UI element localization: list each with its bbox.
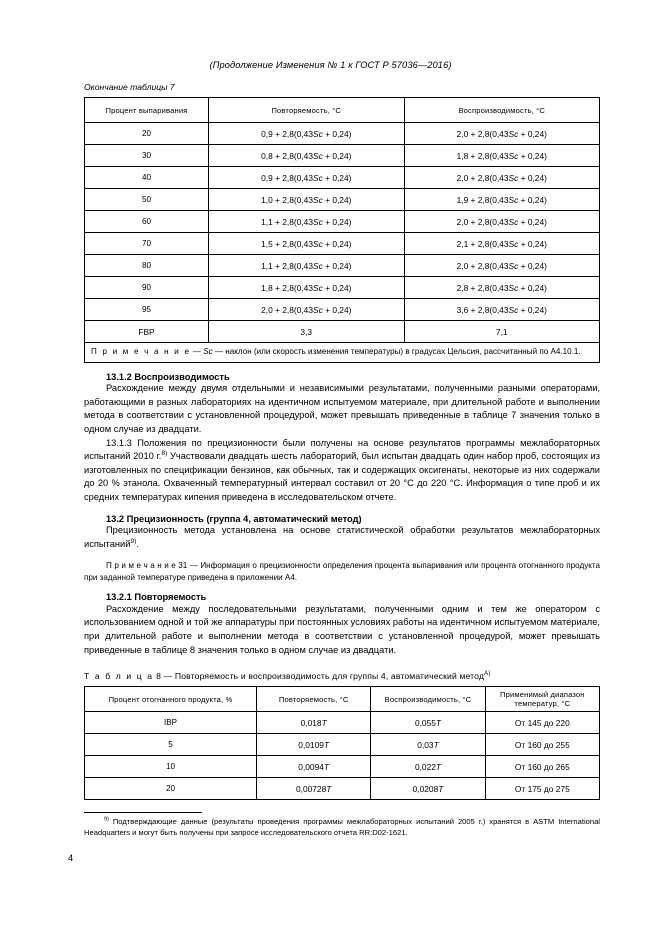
cell-repeatability: 1,5 + 2,8(0,43Sc + 0,24) <box>209 233 405 255</box>
table-row <box>85 211 600 233</box>
cell-repeatability: 1,1 + 2,8(0,43Sc + 0,24) <box>209 211 405 233</box>
paragraph-13-2-part-b: . <box>136 538 139 549</box>
cell-reproducibility: 0,0208T <box>371 778 485 800</box>
heading-13-2-1: 13.2.1 Повторяемость <box>106 592 207 603</box>
paragraph-13-2-part-a: Прецизионность метода установлена на основе статистической обработки результатов межлабораторных испытаний <box>84 525 600 549</box>
cell-percent: 10 <box>85 756 257 778</box>
cell-percent: 60 <box>85 211 209 233</box>
table7-note: П р и м е ч а н и е — Sc — наклон (или скорость изменения температуры) в градусах Цельсия, рассчитанный по А4.10.1. <box>85 343 600 363</box>
cell-percent: 30 <box>85 145 209 167</box>
cell-temp-range: От 160 до 265 <box>485 756 599 778</box>
paragraph-13-1-3 <box>84 437 600 505</box>
cell-repeatability: 2,0 + 2,8(0,43Sc + 0,24) <box>209 299 405 321</box>
table-row <box>85 734 600 756</box>
cell-reproducibility: 3,6 + 2,8(0,43Sc + 0,24) <box>404 299 600 321</box>
table-header-row <box>85 98 600 123</box>
column-header-distilled-percent: Процент отогнанного продукта, % <box>85 687 257 712</box>
table-note-row <box>85 343 600 363</box>
footnote-separator <box>84 812 202 813</box>
cell-repeatability: 0,9 + 2,8(0,43Sc + 0,24) <box>209 167 405 189</box>
paragraph-13-2-1: Расхождение между последовательными результатами, полученными одним и тем же оператором с использованием одной и той же аппаратуры при постоянных условиях работы на идентичном испытуемом материале, при длительной работе и выполнении метода в соответствии с установленной процедурой, может превышать приведенные в таблице 8 значения только в одном случае из двадцати. <box>84 603 600 655</box>
paragraph-13-1-3-part-b: Участвовали двадцать шесть лабораторий, был испытан двадцать один набор проб, состоящих из изготовленных по спецификации бензинов, как обычных, так и содержащих оксигенаты, некоторые из них содержали до 20 % этанола. Охваченный температурный интервал составил от 20 °C до 220 °C. Информация о типе проб и их средних температурах кипения приведена в исследовательском отчете. <box>84 451 600 503</box>
cell-repeatability: 0,9 + 2,8(0,43Sc + 0,24) <box>209 123 405 145</box>
table-row <box>85 255 600 277</box>
cell-percent: 50 <box>85 189 209 211</box>
table-row <box>85 233 600 255</box>
cell-percent: IBP <box>85 712 257 734</box>
cell-repeatability: 1,0 + 2,8(0,43Sc + 0,24) <box>209 189 405 211</box>
column-header-temp-range: Применимый диапазон температур, °C <box>485 687 599 712</box>
cell-reproducibility: 1,9 + 2,8(0,43Sc + 0,24) <box>404 189 600 211</box>
running-header: (Продолжение Изменения № 1 к ГОСТ Р 57036—2016) <box>209 60 452 70</box>
column-header-percent: Процент выпаривания <box>85 98 209 123</box>
cell-reproducibility: 2,1 + 2,8(0,43Sc + 0,24) <box>404 233 600 255</box>
page-content <box>84 82 600 800</box>
cell-percent: 70 <box>85 233 209 255</box>
cell-percent: FBP <box>85 321 209 343</box>
cell-percent: 90 <box>85 277 209 299</box>
table8-caption-lead: Т а б л и ц а <box>84 671 154 682</box>
column-header-repeatability: Повторяемость, °C <box>257 687 371 712</box>
table-row <box>85 756 600 778</box>
table-row <box>85 712 600 734</box>
cell-temp-range: От 145 до 220 <box>485 712 599 734</box>
cell-reproducibility: 2,0 + 2,8(0,43Sc + 0,24) <box>404 167 600 189</box>
cell-reproducibility: 2,8 + 2,8(0,43Sc + 0,24) <box>404 277 600 299</box>
heading-13-1-2: 13.1.2 Воспроизводимость <box>106 371 230 382</box>
cell-reproducibility: 7,1 <box>404 321 600 343</box>
table-7 <box>84 97 600 363</box>
paragraph-13-1-2: Расхождение между двумя отдельными и независимыми результатами, полученными разными операторами, работающими в разных лабораториях на идентичном испытуемом материале, при длительной работе и выполнении метода в соответствии с установленной процедурой, может превышать приведенные в таблице 7 значения только в одном случае из двадцати. <box>84 383 600 434</box>
note-31: П р и м е ч а н и е 31 — Информация о прецизионности определения процента выпаривания или процента отогнанного продукта при заданной температуре приведена в приложении А4. <box>84 561 600 582</box>
cell-repeatability: 1,1 + 2,8(0,43Sc + 0,24) <box>209 255 405 277</box>
footnote-area <box>84 812 600 838</box>
cell-percent: 95 <box>85 299 209 321</box>
cell-repeatability: 0,018T <box>257 712 371 734</box>
cell-repeatability: 3,3 <box>209 321 405 343</box>
note-lead: П р и м е ч а н и е <box>91 347 191 356</box>
table-header-row <box>85 687 600 712</box>
column-header-reproducibility: Воспроизводимость, °C <box>371 687 485 712</box>
column-header-repeatability: Повторяемость, °C <box>209 98 405 123</box>
cell-reproducibility: 0,055T <box>371 712 485 734</box>
footnote-text: Подтверждающие данные (результаты проведения программы межлабораторных испытаний 2005 г.) хранятся в ASTM International Headquarters и могут быть получены при запросе исследовательского отчета RR:D02-1621. <box>84 817 600 837</box>
table8-footnote-ref: A) <box>484 670 491 678</box>
table7-caption: Окончание таблицы 7 <box>84 82 175 92</box>
cell-repeatability: 1,8 + 2,8(0,43Sc + 0,24) <box>209 277 405 299</box>
cell-percent: 40 <box>85 167 209 189</box>
cell-repeatability: 0,8 + 2,8(0,43Sc + 0,24) <box>209 145 405 167</box>
table-row-fbp <box>85 321 600 343</box>
table-row <box>85 145 600 167</box>
cell-reproducibility: 2,0 + 2,8(0,43Sc + 0,24) <box>404 211 600 233</box>
cell-repeatability: 0,0109T <box>257 734 371 756</box>
table-row <box>85 778 600 800</box>
cell-reproducibility: 2,0 + 2,8(0,43Sc + 0,24) <box>404 255 600 277</box>
cell-repeatability: 0,0094T <box>257 756 371 778</box>
heading-13-2: 13.2 Прецизионность (группа 4, автоматический метод) <box>106 513 362 524</box>
paragraph-13-1-3-part-a: 13.1.3 Положения по прецизионности были получены на основе результатов программы межлабораторных испытаний 2010 г. <box>84 437 600 462</box>
cell-reproducibility: 0,022T <box>371 756 485 778</box>
table-8 <box>84 686 600 800</box>
table-row <box>85 277 600 299</box>
footnote-ref-9: 9) <box>130 537 137 545</box>
cell-reproducibility: 2,0 + 2,8(0,43Sc + 0,24) <box>404 123 600 145</box>
paragraph-13-2 <box>84 524 600 551</box>
cell-temp-range: От 175 до 275 <box>485 778 599 800</box>
cell-percent: 80 <box>85 255 209 277</box>
footnote-number: 9) <box>104 816 109 823</box>
table-row <box>85 123 600 145</box>
cell-percent: 5 <box>85 734 257 756</box>
footnote-9 <box>84 817 600 838</box>
table-row <box>85 167 600 189</box>
table-row <box>85 299 600 321</box>
cell-percent: 20 <box>85 778 257 800</box>
footnote-ref-8: 8) <box>161 450 168 458</box>
table-row <box>85 189 600 211</box>
cell-reproducibility: 1,8 + 2,8(0,43Sc + 0,24) <box>404 145 600 167</box>
cell-percent: 20 <box>85 123 209 145</box>
table8-caption <box>84 671 600 681</box>
cell-repeatability: 0,00728T <box>257 778 371 800</box>
cell-reproducibility: 0,03T <box>371 734 485 756</box>
cell-temp-range: От 160 до 255 <box>485 734 599 756</box>
column-header-reproducibility: Воспроизводимость, °C <box>404 98 600 123</box>
table8-caption-text: 8 — Повторяемость и воспроизводимость для группы 4, автоматический метод <box>153 671 485 682</box>
page-number: 4 <box>68 853 74 863</box>
note-variable: Sc <box>203 347 213 356</box>
